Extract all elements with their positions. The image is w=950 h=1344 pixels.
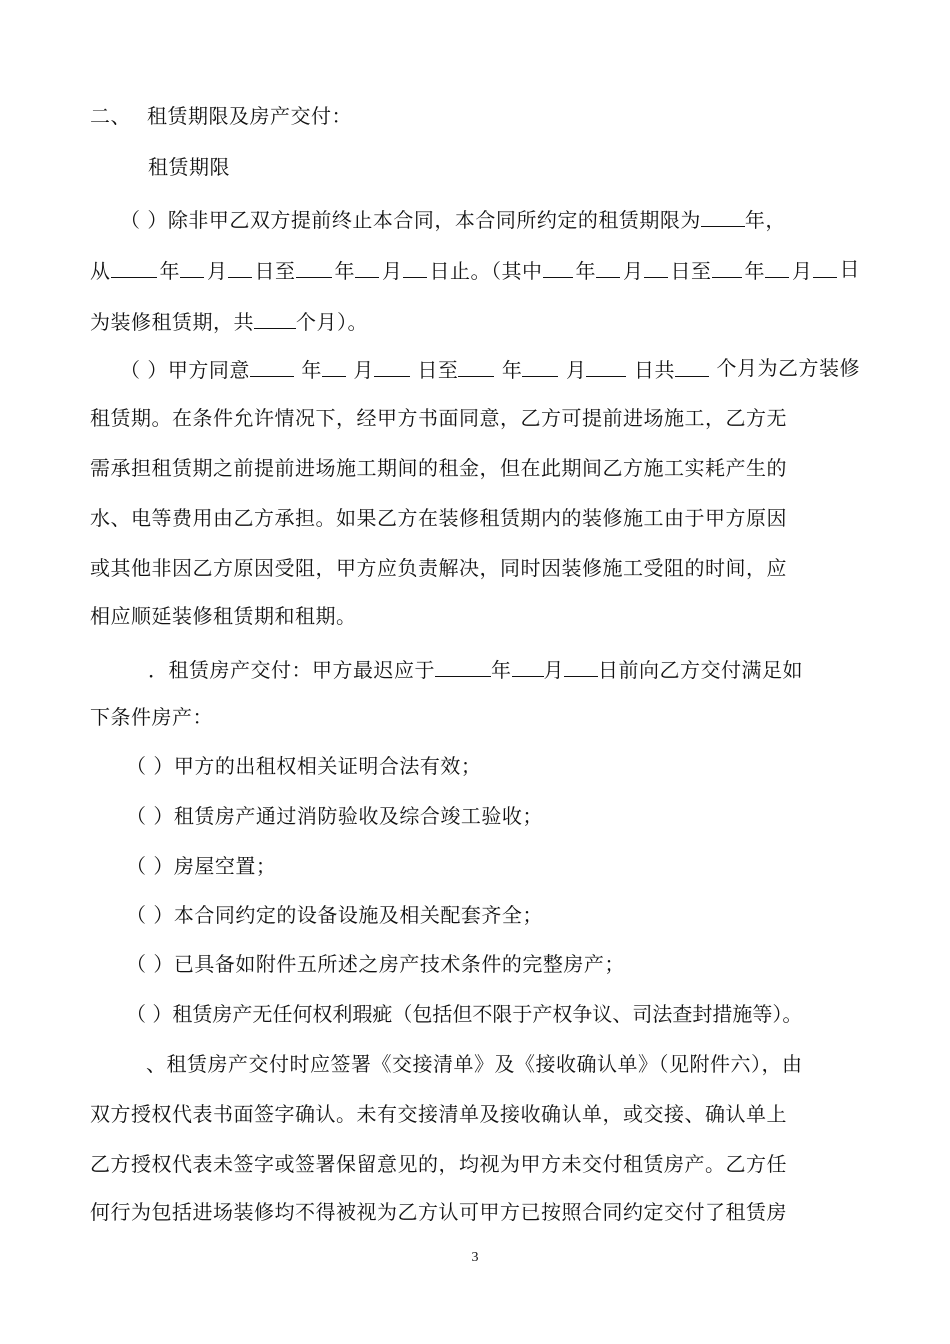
renovation-text: 年 [501, 358, 523, 382]
term-text: 月 [382, 259, 403, 283]
term-line-2 [90, 257, 860, 283]
delivery-line-1 [148, 656, 803, 682]
renovation-line-5: 或其他非因乙方原因受阻，甲方应负责解决，同时因装修施工受阻的时间，应 [90, 556, 787, 580]
blank-field [458, 356, 494, 377]
blank-field [765, 257, 789, 278]
renovation-text: 个月为乙方装修 [716, 356, 860, 380]
blank-field [228, 257, 252, 278]
condition-item: （ ）已具备如附件五所述之房产技术条件的完整房产； [126, 952, 625, 976]
term-text: 年， [744, 208, 786, 232]
renovation-line-6: 相应顺延装修租赁期和租期。 [90, 604, 357, 628]
blank-field [564, 656, 598, 677]
term-text: 月 [623, 259, 644, 283]
renovation-line-1 [120, 356, 860, 382]
handover-line-4: 何行为包括进场装修均不得被视为乙方认可甲方已按照合同约定交付了租赁房 [90, 1200, 787, 1224]
term-text: 为装修租赁期，共 [90, 310, 254, 334]
blank-field [111, 257, 157, 278]
section-heading [90, 104, 352, 128]
section-title: 租赁期限及房产交付： [147, 104, 352, 128]
blank-field [512, 656, 544, 677]
term-text: 年 [159, 259, 180, 283]
blank-field [543, 257, 573, 278]
renovation-line-2: 租赁期。在条件允许情况下，经甲方书面同意，乙方可提前进场施工，乙方无 [90, 406, 787, 430]
renovation-text: （ ）甲方同意 [120, 358, 250, 382]
term-text: 从 [90, 259, 111, 283]
blank-field [403, 257, 427, 278]
term-line-1 [120, 206, 786, 232]
blank-field [522, 356, 558, 377]
term-text: 个月）。 [296, 310, 368, 334]
blank-field [712, 257, 742, 278]
condition-item: （ ）租赁房产无任何权利瑕疵（包括但不限于产权争议、司法查封措施等）。 [126, 1002, 803, 1026]
renovation-text: 日至 [417, 358, 459, 382]
blank-field [586, 356, 626, 377]
blank-field [322, 356, 346, 377]
blank-field [435, 656, 491, 677]
delivery-line-2: 下条件房产： [90, 705, 213, 729]
renovation-text: 月 [353, 358, 374, 382]
blank-field [813, 257, 837, 278]
blank-years [701, 206, 745, 227]
page-number: 3 [471, 1250, 479, 1265]
handover-line-3: 乙方授权代表未签字或签署保留意见的，均视为甲方未交付租赁房产。乙方任 [90, 1152, 787, 1176]
handover-line-2: 双方授权代表书面签字确认。未有交接清单及接收确认单，或交接、确认单上 [90, 1102, 787, 1126]
renovation-line-4: 水、电等费用由乙方承担。如果乙方在装修租赁期内的装修施工由于甲方原因 [90, 506, 787, 530]
term-line-3 [90, 308, 368, 334]
term-text: 日至 [670, 259, 712, 283]
condition-item: （ ）租赁房产通过消防验收及综合竣工验收； [126, 804, 543, 828]
delivery-text: 年 [491, 658, 512, 682]
delivery-text: 日前向乙方交付满足如 [598, 658, 803, 682]
blank-field [644, 257, 668, 278]
term-text: 年 [334, 259, 355, 283]
handover-line-1: 、租赁房产交付时应签署《交接清单》及《接收确认单》（见附件六），由 [146, 1052, 803, 1076]
term-text: 日至 [254, 259, 296, 283]
renovation-text: 日共 [633, 358, 675, 382]
term-text: （ ）除非甲乙双方提前终止本合同，本合同所约定的租赁期限为 [120, 208, 701, 232]
blank-months [254, 308, 296, 329]
blank-field [596, 257, 620, 278]
delivery-text: 月 [543, 658, 564, 682]
condition-item: （ ）本合同约定的设备设施及相关配套齐全； [126, 903, 543, 927]
subheading-term: 租赁期限 [148, 155, 230, 179]
term-text: 月 [792, 259, 813, 283]
blank-field [675, 356, 709, 377]
blank-field [296, 257, 332, 278]
term-text: 年 [744, 259, 765, 283]
term-text: 日 [839, 257, 860, 281]
blank-field [180, 257, 204, 278]
renovation-line-3: 需承担租赁期之前提前进场施工期间的租金，但在此期间乙方施工实耗产生的 [90, 456, 787, 480]
delivery-text: ．租赁房产交付：甲方最迟应于 [148, 658, 435, 682]
renovation-text: 月 [565, 358, 587, 382]
blank-field [355, 257, 379, 278]
blank-field [250, 356, 294, 377]
blank-field [374, 356, 410, 377]
term-text: 日止。（其中 [429, 259, 543, 283]
condition-item: （ ）房屋空置； [126, 854, 277, 878]
section-number: 二、 [90, 104, 131, 128]
renovation-text: 年 [301, 358, 322, 382]
term-text: 月 [207, 259, 228, 283]
term-text: 年 [575, 259, 596, 283]
condition-item: （ ）甲方的出租权相关证明合法有效； [126, 754, 482, 778]
